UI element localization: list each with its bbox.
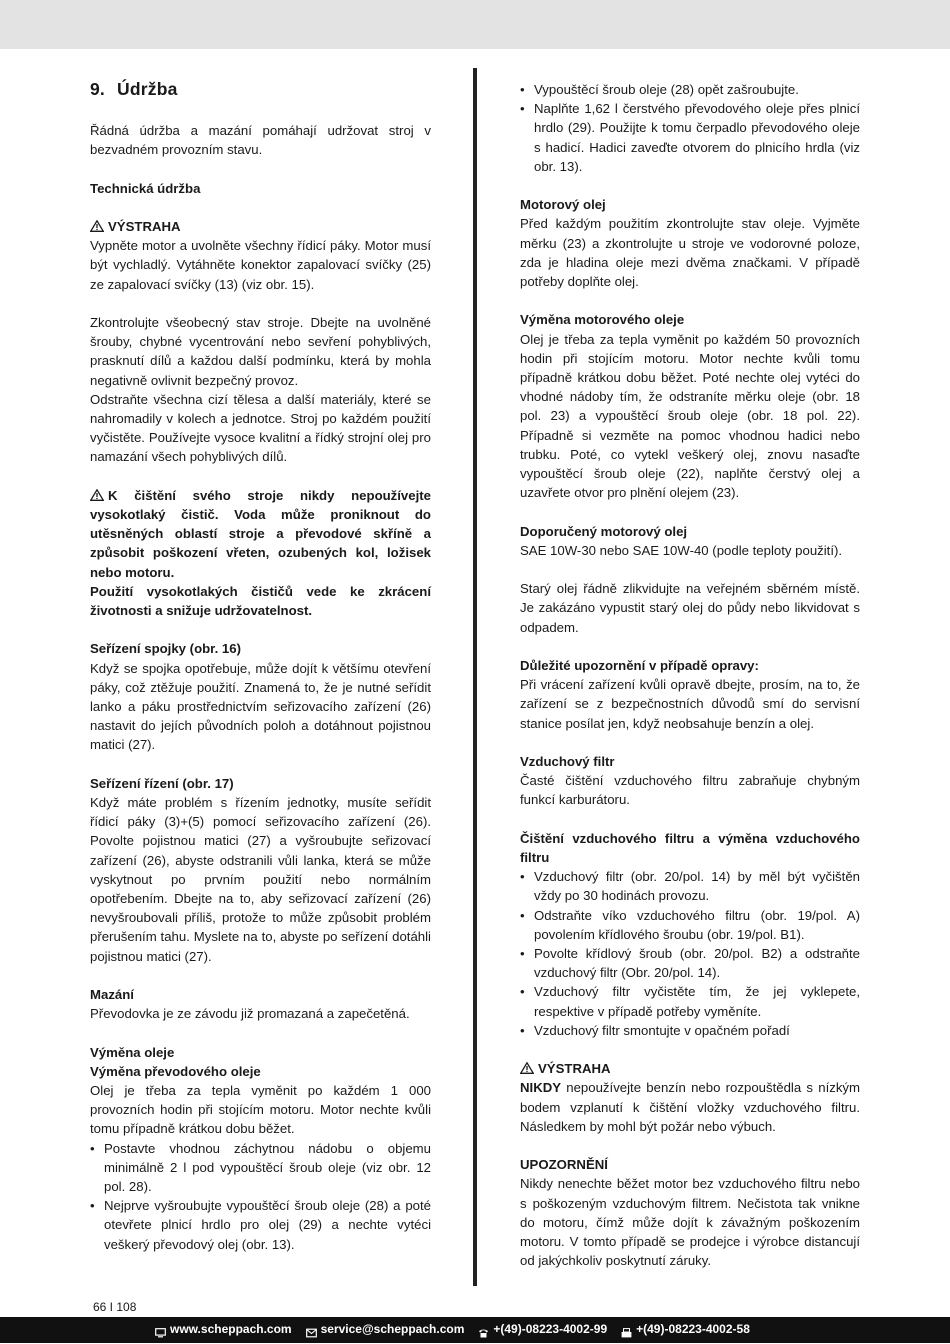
- list-item: • Vzduchový filtr vyčistěte tím, že jej vyklepete, respektive v případě potřeby vyměníte.: [520, 982, 860, 1020]
- list-item: • Vzduchový filtr smontujte v opačném pořadí: [520, 1021, 860, 1040]
- technical-heading: Technická údržba: [90, 180, 201, 196]
- monitor-icon: [155, 1325, 166, 1335]
- phone-icon: [478, 1325, 489, 1335]
- repair-text: Při vrácení zařízení kvůli opravě dbejte, prosím, na to, že zařízení se z bezpečnostních důvodů smí do servisní stanice posílat jen, když neobsahuje benzín a olej.: [520, 677, 860, 731]
- disposal-text: Starý olej řádně zlikvidujte na veřejném sběrném místě. Je zakázáno vypustit starý olej do půdy nebo likvidovat s odpadem.: [520, 581, 860, 635]
- footer-email[interactable]: service@scheppach.com: [306, 1320, 465, 1339]
- lube-heading: Mazání: [90, 987, 134, 1003]
- gearoil-text: Olej je třeba za tepla vyměnit po každém 1 000 provozních hodin při stojícím motoru. Motor nechte kvůli tomu případně krátkou dobu běžet.: [90, 1083, 431, 1137]
- list-item: • Nejprve vyšroubujte vypouštěcí šroub oleje (28) a poté otevřete plnicí hrdlo pro olej (29) a nechte vytéci veškerý převodový olej (obr. 13).: [90, 1196, 431, 1254]
- warning-icon: [90, 489, 104, 501]
- envelope-icon: [306, 1325, 317, 1335]
- steering-heading: Seřízení řízení (obr. 17): [90, 775, 234, 791]
- motoroil-text: Před každým použitím zkontrolujte stav oleje. Vyjměte měrku (23) a zkontrolujte u stroje ve vodorovné poloze, zda je hladina oleje mezi dvěma značkami. V případě potřeby doplňte olej.: [520, 216, 860, 290]
- motoroil-heading: Motorový olej: [520, 197, 606, 213]
- notice-heading: UPOZORNĚNÍ: [520, 1157, 608, 1173]
- warning-icon: [520, 1062, 534, 1074]
- warning3-text: NIKDY nepoužívejte benzín nebo rozpouštědla s nízkým bodem vzplanutí k čištění vložky vzduchového filtru. Následkem by mohl být požár nebo výbuch.: [520, 1080, 860, 1134]
- check-paragraph-1: Zkontrolujte všeobecný stav stroje. Dbejte na uvolněné šrouby, chybné vycentrování nebo sevření pohyblivých, prasknutí dílů a každou další podmínku, která by mohla negativně ovlivnit bezpečný provoz.: [90, 314, 431, 388]
- oilchange-heading: Výměna oleje: [90, 1044, 175, 1060]
- clutch-text: Když se spojka opotřebuje, může dojít k většímu otevření páky, což ztěžuje použití. Znamená to, že je nutné seřídit lanko a páku prostřednictvím seřizovacího zařízení (26) nastavit do jejích původních poloh a dotáhnout pojistnou matici (27).: [90, 660, 431, 753]
- motoroil-change-heading: Výměna motorového oleje: [520, 312, 685, 328]
- intro-paragraph: Řádná údržba a mazání pomáhají udržovat stroj v bezvadném provozním stavu.: [90, 123, 431, 158]
- motoroil-change-text: Olej je třeba za tepla vyměnit po každém 50 provozních hodin při stojícím motoru. Motor nechte kvůli tomu případně krátkou dobu běžet. Poté nechte olej vytéci do vhodné nádoby tím, že odstraníte měrku oleje (obr. 18 pol. 23) a vypouštěcí šroub oleje (obr. 18 pol. 22). Případně si vezměte na pomoc vhodnou hadici nebo trubku. Poté, co vytekl veškerý olej, znovu nasaďte vypouštěcí šroub oleje (22), naplňte čerstvý olej a uzavřete otvor pro plnění olejem (23).: [520, 331, 860, 501]
- footer-fax[interactable]: +(49)-08223-4002-58: [621, 1320, 750, 1339]
- gearoil-heading: Výměna převodového oleje: [90, 1063, 261, 1079]
- gearoil-steps-continued: [520, 80, 860, 176]
- footer-phone[interactable]: +(49)-08223-4002-99: [478, 1320, 607, 1339]
- gearoil-steps-list: [90, 1139, 431, 1254]
- list-item: • Odstraňte víko vzduchového filtru (obr. 19/pol. A) povolením křídlového šroubu (obr. 19/pol. B1).: [520, 906, 860, 944]
- warning3-heading: VÝSTRAHA: [520, 1059, 860, 1078]
- warning1-text: Vypněte motor a uvolněte všechny řídicí páky. Motor musí být vychladlý. Vytáhněte konektor zapalovací svíčky (25) ze zapalovací svíčky (13) (viz obr. 15).: [90, 238, 431, 292]
- airfilter-steps-list: [520, 867, 860, 1040]
- lube-text: Převodovka je ze závodu již promazaná a zapečetěná.: [90, 1006, 410, 1022]
- airfilter-text: Časté čištění vzduchového filtru zabraňuje chybným funkcí karburátoru.: [520, 773, 860, 808]
- notice-text: Nikdy nenechte běžet motor bez vzduchového filtru nebo s poškozeným vzduchovým filtrem. Nečistota tak vnikne do motoru, čímž může dojít k závažným poškozením motoru. V tomto případě se prodejce i výrobce distancují od jakýchkoliv poskytnutí záruky.: [520, 1176, 860, 1269]
- steering-text: Když máte problém s řízením jednotky, musíte seřídit řídicí páky (3)+(5) pomocí seřizovacího zařízení (26). Povolte pojistnou matici (27) a vyšroubujte seřizovací zařízení (26), abyste odstranili vůli lanka, která se může vyskytnout po prvním použití nebo normálním opotřebením. Dbejte na to, aby seřizovací zařízení (26) nevyšroubovali příliš, protože to může způsobit problém přerušením tahu. Myslete na to, abyste po seřízení dotáhli pojistnou matici (27).: [90, 795, 431, 964]
- recommended-oil-text: SAE 10W-30 nebo SAE 10W-40 (podle teploty použití).: [520, 542, 843, 558]
- repair-heading: Důležité upozornění v případě opravy:: [520, 658, 759, 674]
- airfilter-heading: Vzduchový filtr: [520, 754, 615, 770]
- list-item: • Postavte vhodnou záchytnou nádobu o objemu minimálně 2 l pod vypouštěcí šroub oleje (viz obr. 12 pol. 28).: [90, 1139, 431, 1197]
- footer-bar: [0, 1317, 950, 1343]
- clutch-heading: Seřízení spojky (obr. 16): [90, 641, 241, 657]
- fax-icon: [621, 1325, 632, 1335]
- left-column: [90, 78, 431, 1254]
- check-paragraph-2: Odstraňte všechna cizí tělesa a další materiály, které se nahromadily v kolech a jednotce. Stroj po každém použití vyčistěte. Používejte vysoce kvalitní a řídký strojní olej pro namazání všech pohyblivých dílů.: [90, 391, 431, 465]
- list-item: • Vypouštěcí šroub oleje (28) opět zašroubujte.: [520, 80, 860, 99]
- warning1-heading: VÝSTRAHA: [90, 217, 431, 236]
- section-title: 9. Údržba: [90, 79, 178, 99]
- warning2-text: K čištění svého stroje nikdy nepoužívejte vysokotlaký čistič. Voda může proniknout do utěsněných oblastí stroje a převodové skříně a způsobit poškození vřeten, ozubených kol, ložisek nebo motoru.: [90, 487, 431, 580]
- airfilter-clean-heading: Čištění vzduchového filtru a výměna vzduchového filtru: [520, 830, 860, 866]
- list-item: • Vzduchový filtr (obr. 20/pol. 14) by měl být vyčištěn vždy po 30 hodinách provozu.: [520, 867, 860, 905]
- warning-icon: [90, 220, 104, 232]
- recommended-oil-heading: Doporučený motorový olej: [520, 523, 688, 539]
- column-divider: [473, 68, 477, 1286]
- list-item: • Povolte křídlový šroub (obr. 20/pol. B2) a odstraňte vzduchový filtr (Obr. 20/pol. 14).: [520, 944, 860, 982]
- footer-web[interactable]: www.scheppach.com: [155, 1320, 292, 1339]
- page-number: 66 I 108: [93, 1300, 137, 1314]
- right-column: [520, 80, 860, 1270]
- top-bar: [0, 0, 950, 49]
- warning2-text-2: Použití vysokotlakých čističů vede ke zkrácení životnosti a snižuje udržovatelnost.: [90, 583, 431, 619]
- list-item: • Naplňte 1,62 l čerstvého převodového oleje přes plnicí hrdlo (29). Použijte k tomu čerpadlo převodového oleje s hadicí. Hadici zaveďte otvorem do plnicího hrdla (viz obr. 13).: [520, 99, 860, 176]
